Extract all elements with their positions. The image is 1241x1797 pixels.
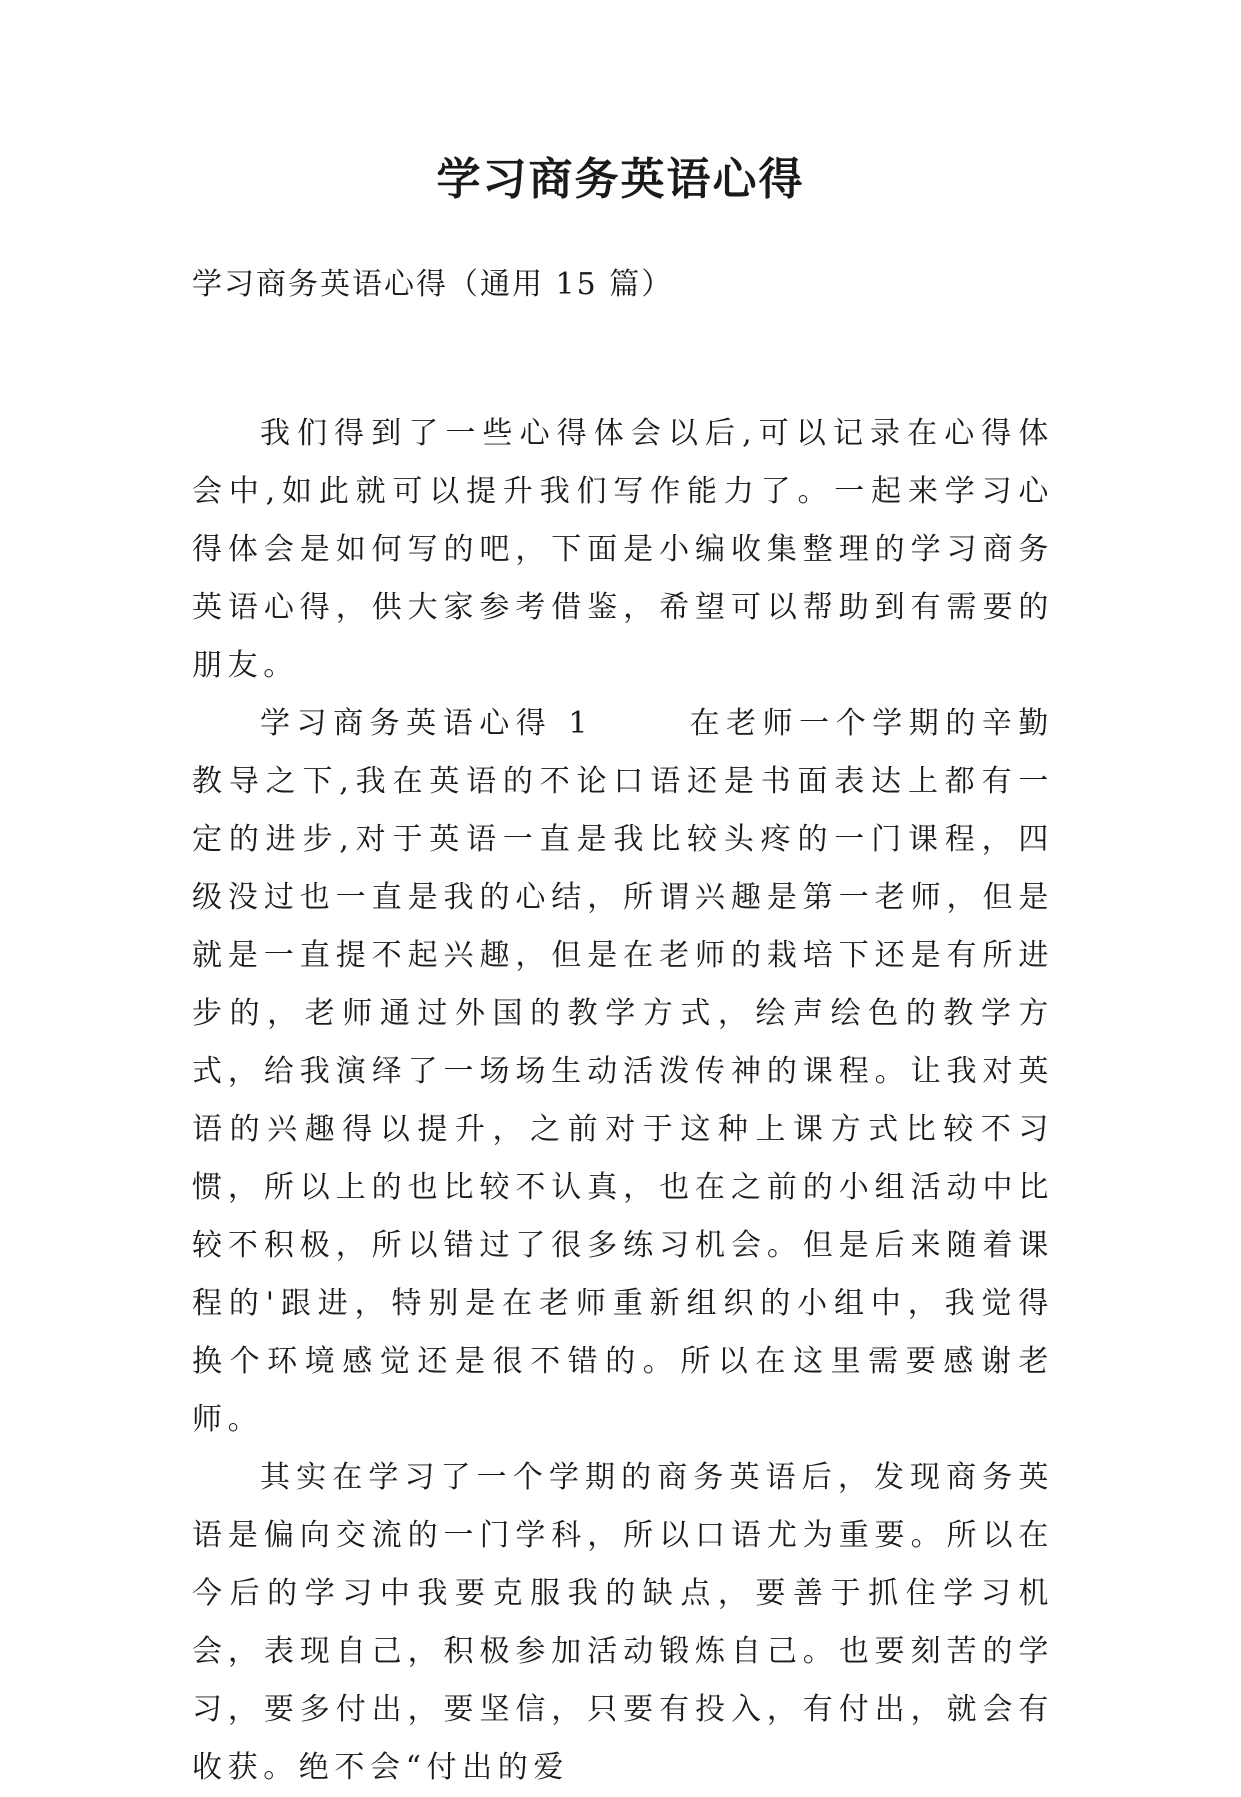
document-title: 学习商务英语心得 <box>436 154 805 205</box>
intro-paragraph: 我们得到了一些心得体会以后,可以记录在心得体会中,如此就可以提升我们写作能力了。一起来学习心得体会是如何写的吧，下面是小编收集整理的学习商务英语心得，供大家参考借鉴，希望可以帮助到有需要的朋友。 <box>192 416 1054 683</box>
essay-1-text: 在老师一个学期的辛勤教导之下,我在英语的不论口语还是书面表达上都有一定的进步,对于英语一直是我比较头疼的一门课程，四级没过也一直是我的心结，所谓兴趣是第一老师，但是就是一直提不起兴趣，但是在老师的栽培下还是有所进步的，老师通过外国的教学方式，绘声绘色的教学方式，给我演绎了一场场生动活泼传神的课程。让我对英语的兴趣得以提升，之前对于这种上课方式比较不习惯，所以上的也比较不认真，也在之前的小组活动中比较不积极，所以错过了很多练习机会。但是后来随着课程的'跟进，特别是在老师重新组织的小组中，我觉得换个环境感觉还是很不错的。所以在这里需要感谢老师。 <box>192 706 1055 1437</box>
document-body <box>192 405 1054 1797</box>
essay-1-heading: 学习商务英语心得 1 <box>260 706 594 741</box>
essay-1-paragraph-2: 其实在学习了一个学期的商务英语后，发现商务英语是偏向交流的一门学科，所以口语尤为重要。所以在今后的学习中我要克服我的缺点，要善于抓住学习机会，表现自己，积极参加活动锻炼自己。也要刻苦的学习，要多付出，要坚信，只要有投入，有付出，就会有收获。绝不会“付出的爱 <box>192 1460 1054 1785</box>
document-subtitle: 学习商务英语心得（通用 15 篇） <box>192 267 674 302</box>
essay-1-paragraph <box>192 695 1054 1449</box>
heading-gap <box>593 706 689 741</box>
